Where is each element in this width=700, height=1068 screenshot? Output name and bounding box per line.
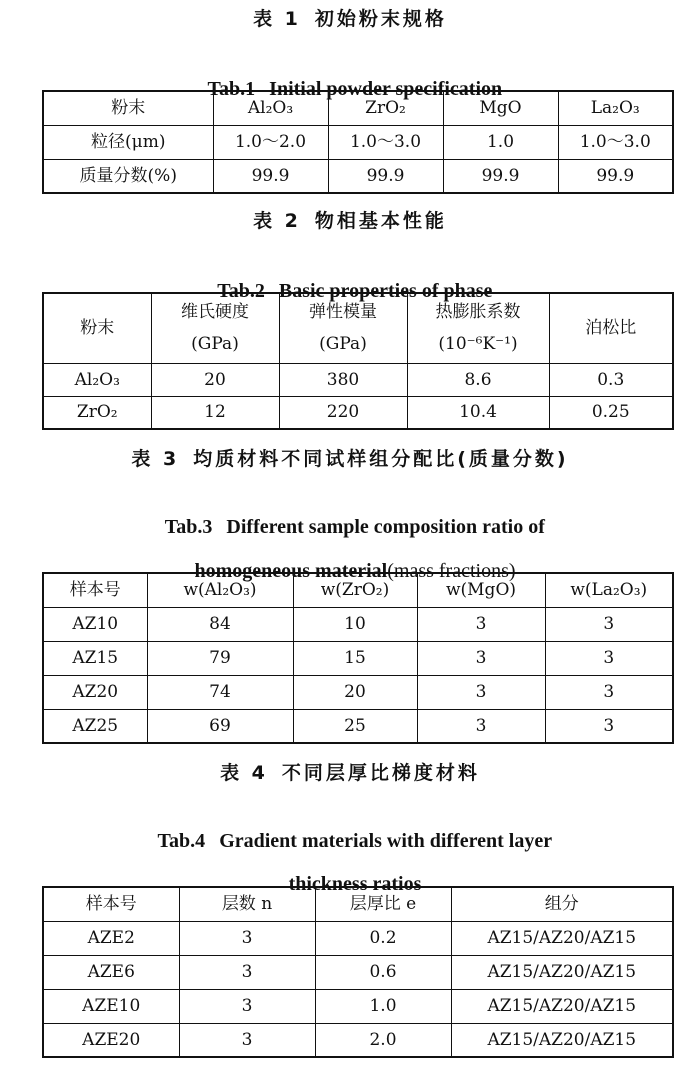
table2-cell: 0.25: [549, 396, 673, 429]
table-row: [43, 709, 673, 743]
table3-caption-cn-text: 均质材料不同试样组分配比(质量分数): [193, 448, 569, 470]
table1-cell: 99.9: [558, 159, 673, 193]
table4-caption-en-line2: thickness ratios: [288, 873, 422, 895]
table3-caption-en-num: Tab.3: [164, 516, 213, 538]
table3-cell: 3: [417, 607, 545, 641]
table1-header-cell: MgO: [443, 91, 558, 125]
table3-cell: 20: [293, 675, 417, 709]
table2-cell: 220: [279, 396, 407, 429]
table3-header-cell: w(Al₂O₃): [147, 573, 293, 607]
table1-caption-cn: [0, 6, 700, 32]
table4: [42, 886, 674, 1058]
table4-cell: 3: [179, 989, 315, 1023]
table4-caption-cn-num: 表 4: [220, 762, 268, 784]
table3-caption-cn: [0, 446, 700, 472]
table4-header-cell: 层数 n: [179, 887, 315, 921]
table4-cell: AZ15/AZ20/AZ15: [451, 955, 673, 989]
table2: [42, 292, 674, 430]
table4-cell: 0.2: [315, 921, 451, 955]
table3-header-cell: 样本号: [43, 573, 147, 607]
table1-caption-en-text: Initial powder specification: [269, 78, 503, 100]
table4-cell: AZ15/AZ20/AZ15: [451, 989, 673, 1023]
table2-header-line: 弹性模量: [309, 302, 377, 323]
table4-cell: AZE10: [43, 989, 179, 1023]
table4-cell: 3: [179, 1023, 315, 1057]
table2-header-line: 维氏硬度: [181, 302, 249, 323]
table1-cell: 1.0～3.0: [328, 125, 443, 159]
table4-header-cell: 组分: [451, 887, 673, 921]
table3-cell: 3: [417, 641, 545, 675]
table2-header-line: 热膨胀系数: [435, 302, 521, 323]
table-row: [43, 921, 673, 955]
table3-header-row: [43, 573, 673, 607]
table2-header-cell: [407, 293, 549, 363]
table1-header-cell: Al₂O₃: [213, 91, 328, 125]
table4-cell: 0.6: [315, 955, 451, 989]
table3-cell: 3: [545, 607, 673, 641]
table4-cell: AZE20: [43, 1023, 179, 1057]
table1-header-cell: La₂O₃: [558, 91, 673, 125]
table2-cell: 8.6: [407, 363, 549, 396]
table2-cell: Al₂O₃: [43, 363, 151, 396]
table1-cell: 99.9: [213, 159, 328, 193]
table2-caption-cn: [0, 208, 700, 234]
table2-header-unit: (GPa): [319, 334, 367, 355]
table1-cell: 质量分数(%): [43, 159, 213, 193]
table4-cell: 1.0: [315, 989, 451, 1023]
table-row: [43, 1023, 673, 1057]
table-row: [43, 675, 673, 709]
table4-caption-en-line1: Gradient materials with different layer: [219, 830, 553, 852]
table2-cell: 380: [279, 363, 407, 396]
table4-cell: 3: [179, 921, 315, 955]
table2-header-cell: 粉末: [43, 293, 151, 363]
table3-cell: 3: [417, 709, 545, 743]
table1-cell: 1.0: [443, 125, 558, 159]
table-row: [43, 989, 673, 1023]
table4-header-cell: 样本号: [43, 887, 179, 921]
table4-caption-cn-text: 不同层厚比梯度材料: [281, 762, 480, 784]
table4-header-row: [43, 887, 673, 921]
table2-caption-en-num: Tab.2: [217, 280, 265, 302]
table2-cell: 10.4: [407, 396, 549, 429]
table1-header-cell: ZrO₂: [328, 91, 443, 125]
table3-cell: 3: [545, 675, 673, 709]
table1-cell: 99.9: [443, 159, 558, 193]
table-row: [43, 363, 673, 396]
table3-cell: AZ10: [43, 607, 147, 641]
table2-caption-cn-text: 物相基本性能: [314, 210, 447, 232]
table1-cell: 99.9: [328, 159, 443, 193]
table3-cell: AZ20: [43, 675, 147, 709]
table3-cell: 74: [147, 675, 293, 709]
table2-header-row: [43, 293, 673, 363]
table1-caption-en-num: Tab.1: [207, 78, 256, 100]
table3-cell: 3: [417, 675, 545, 709]
table4-cell: 2.0: [315, 1023, 451, 1057]
table3-cell: AZ25: [43, 709, 147, 743]
table2-header-cell: 泊松比: [549, 293, 673, 363]
table3-caption-cn-num: 表 3: [131, 448, 180, 470]
table1: [42, 90, 674, 194]
table-row: [43, 607, 673, 641]
table2-header-unit: (GPa): [191, 334, 239, 355]
table4-cell: 3: [179, 955, 315, 989]
table4-header-cell: 层厚比 e: [315, 887, 451, 921]
table3-cell: 69: [147, 709, 293, 743]
table2-caption-cn-num: 表 2: [253, 210, 301, 232]
table1-caption-cn-text: 初始粉末规格: [314, 8, 447, 30]
table3-caption-en-line2-normal: (mass fractions): [387, 560, 516, 582]
table4-cell: AZ15/AZ20/AZ15: [451, 921, 673, 955]
table-row: [43, 955, 673, 989]
table-row: [43, 641, 673, 675]
table1-cell: 1.0～2.0: [213, 125, 328, 159]
table-row: [43, 125, 673, 159]
table1-cell: 粒径(μm): [43, 125, 213, 159]
table3-caption-en-line1: Different sample composition ratio of: [226, 516, 545, 538]
table3-cell: 3: [545, 641, 673, 675]
table1-caption-cn-num: 表 1: [253, 8, 301, 30]
table2-header-cell: [279, 293, 407, 363]
table4-cell: AZ15/AZ20/AZ15: [451, 1023, 673, 1057]
table4-caption-en-num: Tab.4: [157, 830, 206, 852]
table2-header-unit: (10⁻⁶K⁻¹): [438, 334, 518, 355]
table4-caption-cn: [0, 760, 700, 786]
table3-cell: 79: [147, 641, 293, 675]
table3-cell: 84: [147, 607, 293, 641]
table3-cell: 10: [293, 607, 417, 641]
table3: [42, 572, 674, 744]
table4-cell: AZE2: [43, 921, 179, 955]
table2-cell: 20: [151, 363, 279, 396]
table2-cell: 0.3: [549, 363, 673, 396]
table2-header-cell: [151, 293, 279, 363]
table-row: [43, 396, 673, 429]
table2-caption-en-text: Basic properties of phase: [278, 280, 493, 302]
table3-header-cell: w(MgO): [417, 573, 545, 607]
table-row: [43, 159, 673, 193]
table3-caption-en-line2: homogeneous material: [194, 560, 388, 582]
table4-cell: AZE6: [43, 955, 179, 989]
table2-cell: 12: [151, 396, 279, 429]
table3-cell: 15: [293, 641, 417, 675]
table3-header-cell: w(La₂O₃): [545, 573, 673, 607]
table1-header-cell: 粉末: [43, 91, 213, 125]
table3-cell: AZ15: [43, 641, 147, 675]
table3-cell: 3: [545, 709, 673, 743]
table3-header-cell: w(ZrO₂): [293, 573, 417, 607]
table1-cell: 1.0～3.0: [558, 125, 673, 159]
table3-cell: 25: [293, 709, 417, 743]
table2-cell: ZrO₂: [43, 396, 151, 429]
table1-header-row: [43, 91, 673, 125]
